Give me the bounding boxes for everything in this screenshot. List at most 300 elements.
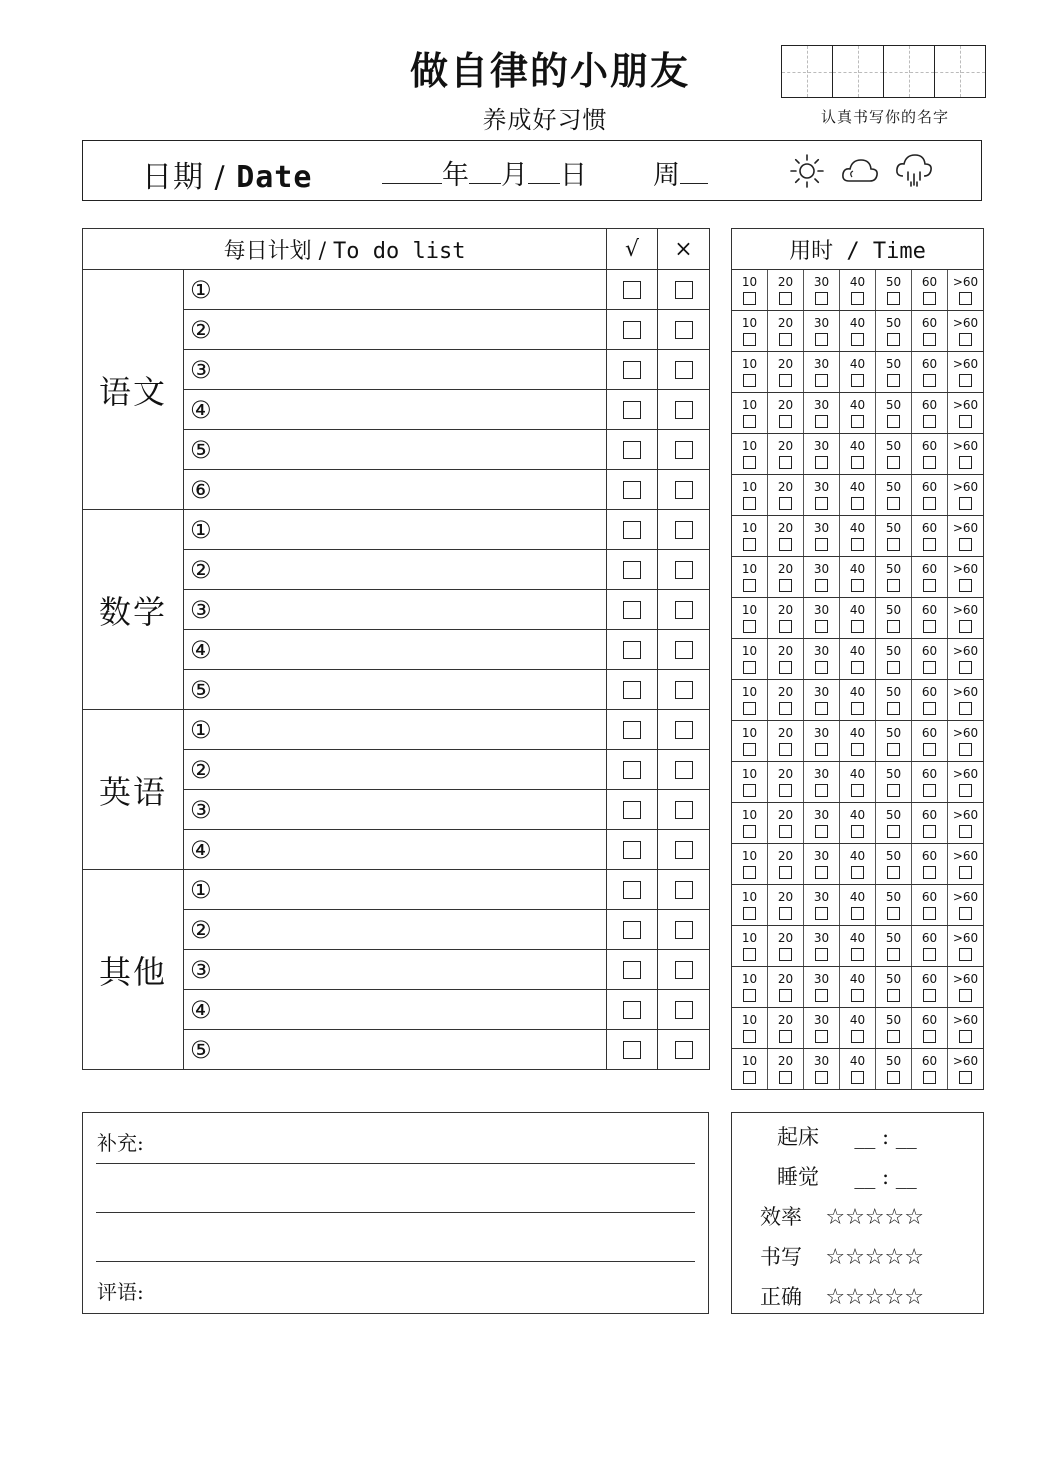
time-checkbox[interactable] (887, 292, 900, 305)
done-checkbox[interactable] (623, 681, 641, 699)
time-checkbox[interactable] (851, 825, 864, 838)
time-option[interactable] (732, 352, 768, 392)
todo-item[interactable] (184, 790, 607, 830)
time-option[interactable] (768, 680, 804, 720)
undone-checkbox[interactable] (675, 321, 693, 339)
time-option[interactable] (732, 557, 768, 597)
time-option[interactable] (948, 967, 983, 1007)
time-option[interactable] (804, 762, 840, 802)
time-checkbox[interactable] (815, 579, 828, 592)
time-checkbox[interactable] (743, 579, 756, 592)
undone-checkbox[interactable] (675, 401, 693, 419)
time-option[interactable] (876, 1049, 912, 1089)
time-checkbox[interactable] (779, 866, 792, 879)
time-checkbox[interactable] (779, 948, 792, 961)
time-checkbox[interactable] (851, 989, 864, 1002)
time-option[interactable] (912, 885, 948, 925)
time-checkbox[interactable] (923, 333, 936, 346)
time-checkbox[interactable] (779, 292, 792, 305)
time-checkbox[interactable] (815, 661, 828, 674)
time-checkbox[interactable] (887, 538, 900, 551)
time-checkbox[interactable] (887, 579, 900, 592)
time-checkbox[interactable] (851, 538, 864, 551)
time-option[interactable] (840, 844, 876, 884)
undone-checkbox[interactable] (675, 1041, 693, 1059)
time-checkbox[interactable] (815, 866, 828, 879)
undone-checkbox[interactable] (675, 881, 693, 899)
time-checkbox[interactable] (743, 989, 756, 1002)
undone-checkbox[interactable] (675, 961, 693, 979)
time-checkbox[interactable] (851, 579, 864, 592)
time-checkbox[interactable] (779, 415, 792, 428)
todo-item[interactable] (184, 830, 607, 870)
time-checkbox[interactable] (959, 415, 972, 428)
time-option[interactable] (768, 844, 804, 884)
done-checkbox[interactable] (623, 1001, 641, 1019)
time-checkbox[interactable] (815, 538, 828, 551)
time-checkbox[interactable] (851, 1071, 864, 1084)
time-option[interactable] (912, 1008, 948, 1048)
time-option[interactable] (912, 557, 948, 597)
time-checkbox[interactable] (959, 907, 972, 920)
time-option[interactable] (948, 926, 983, 966)
time-option[interactable] (912, 516, 948, 556)
notes-line[interactable] (96, 1261, 695, 1262)
notes-line[interactable] (96, 1212, 695, 1213)
time-checkbox[interactable] (923, 866, 936, 879)
time-checkbox[interactable] (851, 907, 864, 920)
accuracy-stars[interactable]: ☆☆☆☆☆ (825, 1285, 924, 1310)
time-checkbox[interactable] (923, 497, 936, 510)
time-checkbox[interactable] (959, 579, 972, 592)
name-writing-grid[interactable] (781, 45, 986, 98)
time-option[interactable] (804, 926, 840, 966)
time-checkbox[interactable] (743, 1030, 756, 1043)
time-option[interactable] (732, 516, 768, 556)
time-option[interactable] (732, 1008, 768, 1048)
time-checkbox[interactable] (923, 415, 936, 428)
todo-item[interactable] (184, 470, 607, 510)
todo-item[interactable] (184, 630, 607, 670)
todo-item[interactable] (184, 710, 607, 750)
time-option[interactable] (732, 762, 768, 802)
todo-item[interactable] (184, 310, 607, 350)
time-option[interactable] (912, 475, 948, 515)
time-option[interactable] (948, 598, 983, 638)
done-checkbox[interactable] (623, 601, 641, 619)
time-option[interactable] (912, 598, 948, 638)
time-option[interactable] (768, 926, 804, 966)
time-checkbox[interactable] (923, 374, 936, 387)
time-checkbox[interactable] (959, 948, 972, 961)
time-option[interactable] (732, 598, 768, 638)
time-checkbox[interactable] (851, 374, 864, 387)
done-checkbox[interactable] (623, 521, 641, 539)
undone-checkbox[interactable] (675, 641, 693, 659)
efficiency-stars[interactable]: ☆☆☆☆☆ (825, 1205, 924, 1230)
time-checkbox[interactable] (923, 907, 936, 920)
time-checkbox[interactable] (887, 620, 900, 633)
todo-item[interactable] (184, 510, 607, 550)
time-option[interactable] (840, 516, 876, 556)
time-option[interactable] (804, 516, 840, 556)
time-option[interactable] (768, 639, 804, 679)
time-option[interactable] (804, 721, 840, 761)
time-checkbox[interactable] (887, 374, 900, 387)
time-checkbox[interactable] (959, 825, 972, 838)
time-option[interactable] (840, 270, 876, 310)
time-option[interactable] (732, 721, 768, 761)
time-checkbox[interactable] (815, 907, 828, 920)
time-checkbox[interactable] (851, 661, 864, 674)
time-option[interactable] (912, 352, 948, 392)
done-checkbox[interactable] (623, 1041, 641, 1059)
time-checkbox[interactable] (887, 743, 900, 756)
time-option[interactable] (732, 1049, 768, 1089)
time-option[interactable] (876, 1008, 912, 1048)
time-option[interactable] (732, 680, 768, 720)
time-option[interactable] (948, 270, 983, 310)
sun-icon[interactable] (788, 152, 826, 190)
time-checkbox[interactable] (779, 661, 792, 674)
time-option[interactable] (948, 721, 983, 761)
todo-item[interactable] (184, 430, 607, 470)
done-checkbox[interactable] (623, 441, 641, 459)
done-checkbox[interactable] (623, 961, 641, 979)
time-checkbox[interactable] (815, 989, 828, 1002)
time-checkbox[interactable] (887, 702, 900, 715)
time-checkbox[interactable] (779, 702, 792, 715)
time-option[interactable] (768, 352, 804, 392)
undone-checkbox[interactable] (675, 681, 693, 699)
time-option[interactable] (840, 557, 876, 597)
time-checkbox[interactable] (851, 456, 864, 469)
time-option[interactable] (876, 352, 912, 392)
time-option[interactable] (912, 1049, 948, 1089)
time-option[interactable] (948, 393, 983, 433)
time-option[interactable] (804, 844, 840, 884)
time-option[interactable] (912, 270, 948, 310)
time-option[interactable] (804, 434, 840, 474)
time-checkbox[interactable] (779, 579, 792, 592)
time-option[interactable] (912, 721, 948, 761)
time-option[interactable] (804, 393, 840, 433)
year-field[interactable] (382, 155, 442, 184)
time-checkbox[interactable] (887, 456, 900, 469)
name-cell[interactable] (833, 46, 884, 97)
time-checkbox[interactable] (743, 333, 756, 346)
time-checkbox[interactable] (851, 333, 864, 346)
time-checkbox[interactable] (743, 374, 756, 387)
time-option[interactable] (768, 803, 804, 843)
todo-item[interactable] (184, 590, 607, 630)
time-checkbox[interactable] (779, 907, 792, 920)
time-checkbox[interactable] (815, 702, 828, 715)
time-option[interactable] (876, 270, 912, 310)
time-option[interactable] (768, 516, 804, 556)
done-checkbox[interactable] (623, 481, 641, 499)
time-option[interactable] (840, 967, 876, 1007)
time-option[interactable] (912, 844, 948, 884)
done-checkbox[interactable] (623, 841, 641, 859)
undone-checkbox[interactable] (675, 481, 693, 499)
time-option[interactable] (876, 844, 912, 884)
time-option[interactable] (948, 680, 983, 720)
done-checkbox[interactable] (623, 321, 641, 339)
time-checkbox[interactable] (815, 374, 828, 387)
todo-item[interactable] (184, 350, 607, 390)
todo-item[interactable] (184, 1030, 607, 1070)
time-checkbox[interactable] (815, 456, 828, 469)
time-checkbox[interactable] (743, 456, 756, 469)
time-option[interactable] (840, 680, 876, 720)
time-option[interactable] (768, 721, 804, 761)
undone-checkbox[interactable] (675, 801, 693, 819)
time-option[interactable] (768, 885, 804, 925)
time-checkbox[interactable] (779, 1030, 792, 1043)
time-option[interactable] (732, 639, 768, 679)
time-checkbox[interactable] (779, 989, 792, 1002)
time-checkbox[interactable] (815, 292, 828, 305)
time-checkbox[interactable] (743, 292, 756, 305)
time-option[interactable] (840, 393, 876, 433)
time-checkbox[interactable] (743, 702, 756, 715)
time-checkbox[interactable] (923, 825, 936, 838)
time-checkbox[interactable] (779, 620, 792, 633)
day-field[interactable] (528, 155, 560, 184)
time-checkbox[interactable] (779, 1071, 792, 1084)
time-checkbox[interactable] (743, 415, 756, 428)
time-option[interactable] (840, 1008, 876, 1048)
time-option[interactable] (804, 967, 840, 1007)
time-checkbox[interactable] (959, 333, 972, 346)
todo-item[interactable] (184, 750, 607, 790)
time-checkbox[interactable] (887, 989, 900, 1002)
time-option[interactable] (876, 311, 912, 351)
time-option[interactable] (732, 844, 768, 884)
time-option[interactable] (876, 721, 912, 761)
time-checkbox[interactable] (815, 1071, 828, 1084)
done-checkbox[interactable] (623, 401, 641, 419)
time-option[interactable] (804, 885, 840, 925)
time-option[interactable] (912, 803, 948, 843)
time-checkbox[interactable] (779, 825, 792, 838)
time-checkbox[interactable] (743, 538, 756, 551)
time-option[interactable] (876, 762, 912, 802)
time-checkbox[interactable] (959, 538, 972, 551)
time-checkbox[interactable] (779, 374, 792, 387)
done-checkbox[interactable] (623, 881, 641, 899)
time-checkbox[interactable] (815, 415, 828, 428)
time-checkbox[interactable] (743, 866, 756, 879)
time-checkbox[interactable] (851, 743, 864, 756)
time-option[interactable] (768, 1008, 804, 1048)
todo-item[interactable] (184, 990, 607, 1030)
done-checkbox[interactable] (623, 641, 641, 659)
time-option[interactable] (840, 721, 876, 761)
time-option[interactable] (732, 885, 768, 925)
time-checkbox[interactable] (923, 1071, 936, 1084)
time-option[interactable] (804, 803, 840, 843)
time-checkbox[interactable] (779, 538, 792, 551)
time-checkbox[interactable] (923, 989, 936, 1002)
time-option[interactable] (948, 475, 983, 515)
todo-item[interactable] (184, 390, 607, 430)
time-checkbox[interactable] (743, 497, 756, 510)
time-checkbox[interactable] (743, 1071, 756, 1084)
time-option[interactable] (768, 434, 804, 474)
time-checkbox[interactable] (923, 538, 936, 551)
time-checkbox[interactable] (959, 374, 972, 387)
time-checkbox[interactable] (959, 661, 972, 674)
cloud-icon[interactable] (840, 152, 880, 190)
time-checkbox[interactable] (959, 620, 972, 633)
time-option[interactable] (804, 352, 840, 392)
time-checkbox[interactable] (779, 497, 792, 510)
time-checkbox[interactable] (815, 333, 828, 346)
handwriting-stars[interactable]: ☆☆☆☆☆ (825, 1245, 924, 1270)
time-checkbox[interactable] (743, 825, 756, 838)
time-option[interactable] (804, 557, 840, 597)
time-checkbox[interactable] (887, 825, 900, 838)
time-checkbox[interactable] (815, 743, 828, 756)
time-option[interactable] (948, 311, 983, 351)
time-option[interactable] (732, 311, 768, 351)
time-option[interactable] (876, 434, 912, 474)
time-option[interactable] (876, 967, 912, 1007)
time-checkbox[interactable] (779, 456, 792, 469)
time-option[interactable] (768, 598, 804, 638)
time-checkbox[interactable] (923, 620, 936, 633)
time-option[interactable] (768, 393, 804, 433)
time-checkbox[interactable] (851, 702, 864, 715)
time-option[interactable] (912, 639, 948, 679)
time-checkbox[interactable] (851, 292, 864, 305)
time-option[interactable] (768, 1049, 804, 1089)
todo-item[interactable] (184, 950, 607, 990)
time-option[interactable] (912, 311, 948, 351)
time-checkbox[interactable] (959, 1071, 972, 1084)
time-option[interactable] (876, 516, 912, 556)
time-option[interactable] (768, 475, 804, 515)
undone-checkbox[interactable] (675, 761, 693, 779)
time-checkbox[interactable] (923, 743, 936, 756)
time-checkbox[interactable] (887, 661, 900, 674)
time-checkbox[interactable] (815, 784, 828, 797)
time-checkbox[interactable] (815, 825, 828, 838)
done-checkbox[interactable] (623, 281, 641, 299)
undone-checkbox[interactable] (675, 841, 693, 859)
time-checkbox[interactable] (923, 702, 936, 715)
time-option[interactable] (876, 598, 912, 638)
time-option[interactable] (912, 434, 948, 474)
time-option[interactable] (804, 639, 840, 679)
time-option[interactable] (732, 270, 768, 310)
time-checkbox[interactable] (887, 866, 900, 879)
time-option[interactable] (768, 311, 804, 351)
time-option[interactable] (732, 475, 768, 515)
time-option[interactable] (732, 434, 768, 474)
time-checkbox[interactable] (959, 456, 972, 469)
time-option[interactable] (948, 434, 983, 474)
time-option[interactable] (876, 475, 912, 515)
time-option[interactable] (876, 926, 912, 966)
time-option[interactable] (840, 762, 876, 802)
time-checkbox[interactable] (743, 661, 756, 674)
time-checkbox[interactable] (851, 620, 864, 633)
time-checkbox[interactable] (851, 415, 864, 428)
name-cell[interactable] (782, 46, 833, 97)
time-checkbox[interactable] (959, 989, 972, 1002)
time-option[interactable] (732, 803, 768, 843)
time-option[interactable] (948, 516, 983, 556)
time-option[interactable] (804, 270, 840, 310)
time-option[interactable] (912, 967, 948, 1007)
time-checkbox[interactable] (887, 948, 900, 961)
time-checkbox[interactable] (923, 292, 936, 305)
time-checkbox[interactable] (851, 784, 864, 797)
time-checkbox[interactable] (743, 743, 756, 756)
time-checkbox[interactable] (851, 948, 864, 961)
time-option[interactable] (876, 885, 912, 925)
time-option[interactable] (804, 598, 840, 638)
todo-item[interactable] (184, 270, 607, 310)
undone-checkbox[interactable] (675, 441, 693, 459)
time-option[interactable] (876, 680, 912, 720)
time-checkbox[interactable] (923, 661, 936, 674)
time-option[interactable] (840, 598, 876, 638)
time-checkbox[interactable] (887, 1030, 900, 1043)
time-checkbox[interactable] (815, 948, 828, 961)
time-checkbox[interactable] (743, 948, 756, 961)
wake-time-field[interactable]: __ : __ (854, 1125, 917, 1149)
time-option[interactable] (912, 393, 948, 433)
time-option[interactable] (804, 1008, 840, 1048)
sleep-time-field[interactable]: __ : __ (854, 1165, 917, 1189)
time-checkbox[interactable] (959, 497, 972, 510)
time-option[interactable] (804, 311, 840, 351)
done-checkbox[interactable] (623, 801, 641, 819)
done-checkbox[interactable] (623, 761, 641, 779)
undone-checkbox[interactable] (675, 921, 693, 939)
time-checkbox[interactable] (959, 1030, 972, 1043)
time-checkbox[interactable] (923, 784, 936, 797)
time-option[interactable] (948, 885, 983, 925)
time-option[interactable] (768, 762, 804, 802)
time-option[interactable] (768, 270, 804, 310)
time-option[interactable] (948, 1049, 983, 1089)
time-option[interactable] (840, 475, 876, 515)
time-checkbox[interactable] (923, 1030, 936, 1043)
time-checkbox[interactable] (923, 579, 936, 592)
time-option[interactable] (840, 885, 876, 925)
time-option[interactable] (912, 762, 948, 802)
time-option[interactable] (948, 762, 983, 802)
todo-item[interactable] (184, 550, 607, 590)
time-checkbox[interactable] (887, 333, 900, 346)
undone-checkbox[interactable] (675, 361, 693, 379)
name-cell[interactable] (884, 46, 935, 97)
time-option[interactable] (948, 639, 983, 679)
time-option[interactable] (948, 803, 983, 843)
time-option[interactable] (876, 393, 912, 433)
time-option[interactable] (948, 844, 983, 884)
time-option[interactable] (804, 680, 840, 720)
time-option[interactable] (804, 1049, 840, 1089)
time-option[interactable] (876, 639, 912, 679)
time-option[interactable] (948, 1008, 983, 1048)
time-option[interactable] (732, 926, 768, 966)
